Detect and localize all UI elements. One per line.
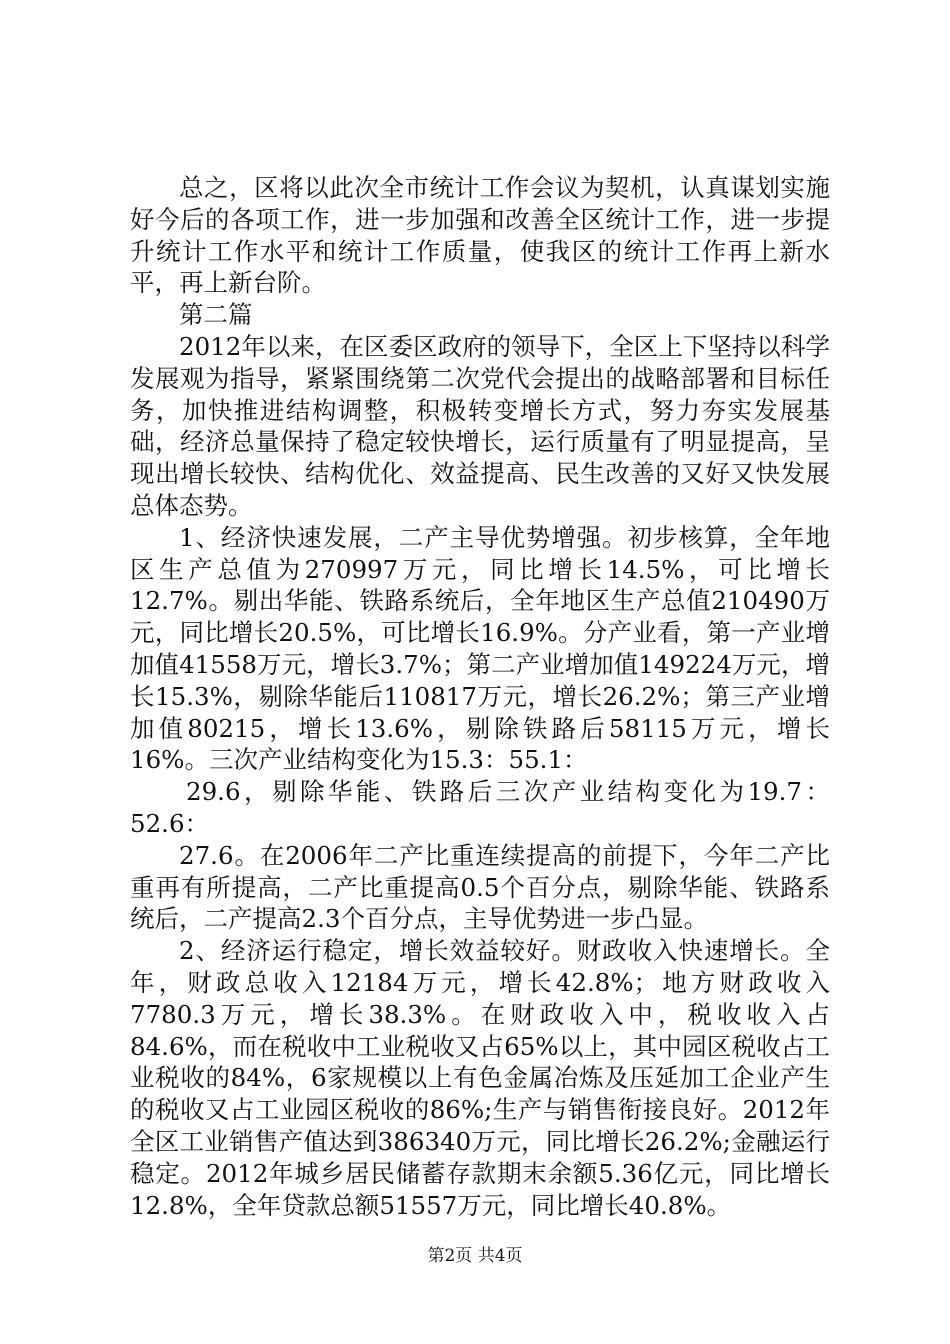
section-heading: 第二篇 xyxy=(179,300,253,330)
paragraph-overview: 2012年以来，在区委区政府的领导下，全区上下坚持以科学发展观为指导，紧紧围绕第二次党代会提出的战略部署和目标任务，加快推进结构调整，积极转变增长方式，努力夯实发展基础，经济总量保持了稳定较快增长，运行质量有了明显提高，呈现出增长较快、结构优化、效益提高、民生改善的又好又快发展总体态势。 xyxy=(130,331,830,520)
paragraph-conclusion: 总之，区将以此次全市统计工作会议为契机，认真谋划实施好今后的各项工作，进一步加强和改善全区统计工作，进一步提升统计工作水平和统计工作质量，使我区的统计工作再上新水平，再上新台阶。 xyxy=(130,173,830,298)
paragraph-secondary-industry: 27.6。在2006年二产比重连续提高的前提下，今年二产比重再有所提高，二产比重提高0.5个百分点，剔除华能、铁路系统后，二产提高2.3个百分点，主导优势进一步凸显。 xyxy=(130,840,830,934)
page-number: 第2页 共4页 xyxy=(427,1246,523,1266)
document-body xyxy=(130,172,830,1221)
paragraph-economic-stability: 2、经济运行稳定，增长效益较好。财政收入快速增长。全年，财政总收入12184万元，增长42.8%；地方财政收入7780.3万元，增长38.3%。在财政收入中，税收收入占84.6%，而在税收中工业税收又占65%以上，其中园区税收占工业税收的84%，6家规模以上有色金属冶炼及压延加工企业产生的税收又占工业园区税收的86%;生产与销售衔接良好。2012年全区工业销售产值达到386340万元，同比增长26.2%;金融运行稳定。2012年城乡居民储蓄存款期末余额5.36亿元，同比增长12.8%，全年贷款总额51557万元，同比增长40.8%。 xyxy=(130,936,830,1220)
paragraph-economic-growth: 1、经济快速发展，二产主导优势增强。初步核算，全年地区生产总值为270997万元，同比增长14.5%，可比增长12.7%。剔出华能、铁路系统后，全年地区生产总值210490万元，同比增长20.5%，可比增长16.9%。分产业看，第一产业增加值41558万元，增长3.7%；第二产业增加值149224万元，增长15.3%，剔除华能后110817万元，增长26.2%；第三产业增加值80215，增长13.6%，剔除铁路后58115万元，增长16%。三次产业结构变化为15.3：55.1： xyxy=(130,522,830,775)
paragraph-structure-ratio: 29.6，剔除华能、铁路后三次产业结构变化为19.7：52.6： xyxy=(130,777,830,838)
